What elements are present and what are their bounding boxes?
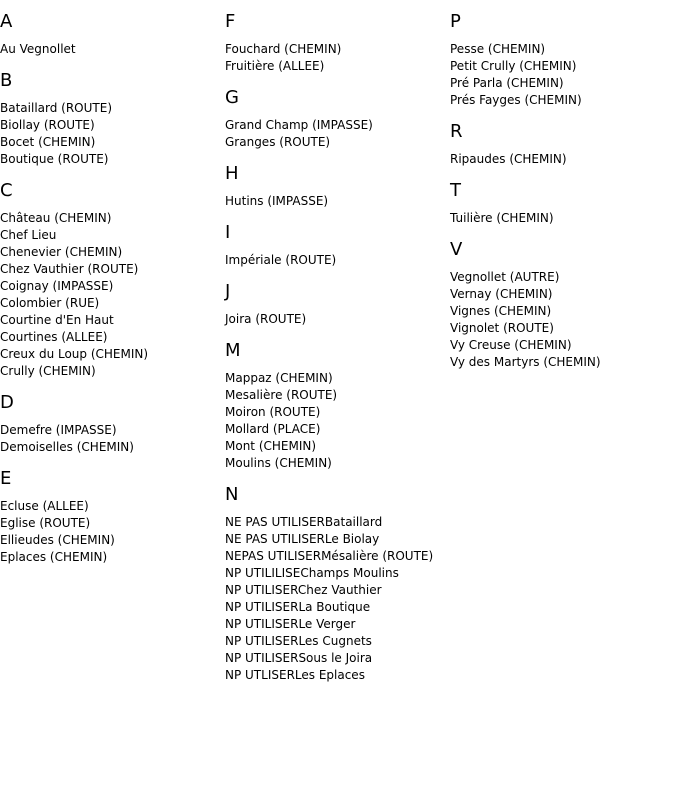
letter-heading: J — [225, 281, 231, 302]
column-2 — [225, 0, 450, 684]
letter-group-a — [0, 11, 225, 58]
street-name: Moiron (ROUTE) — [225, 405, 321, 419]
column-1 — [0, 0, 225, 566]
street-list — [225, 252, 450, 269]
street-name: Granges (ROUTE) — [225, 135, 331, 149]
street-name: Pré Parla (CHEMIN) — [450, 76, 564, 90]
street-name: Ecluse (ALLEE) — [0, 499, 89, 513]
street-name: Fouchard (CHEMIN) — [225, 42, 342, 56]
letter-group-e — [0, 468, 225, 566]
letter-heading: D — [0, 392, 14, 413]
street-name: Chez Vauthier (ROUTE) — [0, 262, 139, 276]
letter-heading: C — [0, 180, 13, 201]
street-name: Courtine d'En Haut — [0, 313, 114, 327]
street-name: Bataillard (ROUTE) — [0, 101, 112, 115]
letter-group-c — [0, 180, 225, 380]
letter-group-h — [225, 163, 450, 210]
letter-heading: G — [225, 87, 239, 108]
street-name: Au Vegnollet — [0, 42, 76, 56]
street-name: Mont (CHEMIN) — [225, 439, 317, 453]
street-name: NP UTILISERLa Boutique — [225, 600, 371, 614]
street-name: Demoiselles (CHEMIN) — [0, 440, 134, 454]
letter-group-j — [225, 281, 450, 328]
street-name: Petit Crully (CHEMIN) — [450, 59, 577, 73]
street-name: NP UTILISERChez Vauthier — [225, 583, 382, 597]
street-name: Chef Lieu — [0, 228, 57, 242]
street-list — [0, 498, 225, 566]
street-list — [0, 422, 225, 456]
letter-heading: E — [0, 468, 12, 489]
street-name: Vignes (CHEMIN) — [450, 304, 552, 318]
letter-heading: F — [225, 11, 236, 32]
street-list — [225, 514, 450, 684]
street-name: Impériale (ROUTE) — [225, 253, 337, 267]
letter-heading: A — [0, 11, 13, 32]
street-list — [0, 100, 225, 168]
street-name: NP UTLISERLes Eplaces — [225, 668, 365, 682]
street-list — [225, 311, 450, 328]
street-name: Vegnollet (AUTRE) — [450, 270, 560, 284]
letter-group-p — [450, 11, 675, 109]
street-name: Courtines (ALLEE) — [0, 330, 108, 344]
letter-group-t — [450, 180, 675, 227]
street-name: NP UTILISERLe Verger — [225, 617, 356, 631]
street-name: Vy des Martyrs (CHEMIN) — [450, 355, 601, 369]
street-name: Crully (CHEMIN) — [0, 364, 96, 378]
street-name: Château (CHEMIN) — [0, 211, 112, 225]
street-name: Ellieudes (CHEMIN) — [0, 533, 115, 547]
letter-group-g — [225, 87, 450, 151]
street-name: Vernay (CHEMIN) — [450, 287, 553, 301]
street-name: Vignolet (ROUTE) — [450, 321, 554, 335]
street-list — [225, 117, 450, 151]
letter-heading: M — [225, 340, 241, 361]
street-list — [0, 210, 225, 380]
column-3 — [450, 0, 675, 371]
street-list — [450, 151, 675, 168]
street-name: Boutique (ROUTE) — [0, 152, 109, 166]
letter-heading: V — [450, 239, 463, 260]
letter-heading: B — [0, 70, 13, 91]
letter-heading: H — [225, 163, 239, 184]
street-name: Hutins (IMPASSE) — [225, 194, 329, 208]
street-name: Mollard (PLACE) — [225, 422, 321, 436]
letter-group-m — [225, 340, 450, 472]
street-list — [0, 41, 225, 58]
street-name: Pesse (CHEMIN) — [450, 42, 546, 56]
letter-group-i — [225, 222, 450, 269]
street-name: Fruitière (ALLEE) — [225, 59, 325, 73]
street-list — [225, 370, 450, 472]
letter-heading: P — [450, 11, 461, 32]
street-list — [450, 41, 675, 109]
street-name: Biollay (ROUTE) — [0, 118, 95, 132]
street-name: NP UTILISERLes Cugnets — [225, 634, 372, 648]
street-name: Coignay (IMPASSE) — [0, 279, 114, 293]
street-name: Bocet (CHEMIN) — [0, 135, 96, 149]
street-name: NEPAS UTILISERMésalière (ROUTE) — [225, 549, 434, 563]
street-name: Prés Fayges (CHEMIN) — [450, 93, 582, 107]
letter-heading: R — [450, 121, 463, 142]
street-name: Moulins (CHEMIN) — [225, 456, 332, 470]
street-name: Creux du Loup (CHEMIN) — [0, 347, 149, 361]
letter-heading: N — [225, 484, 239, 505]
letter-heading: I — [225, 222, 231, 243]
street-name: Mappaz (CHEMIN) — [225, 371, 333, 385]
street-list — [450, 210, 675, 227]
letter-group-b — [0, 70, 225, 168]
street-name: NE PAS UTILISERLe Biolay — [225, 532, 380, 546]
street-name: NE PAS UTILISERBataillard — [225, 515, 383, 529]
street-name: NP UTILILISEChamps Moulins — [225, 566, 399, 580]
street-name: Joira (ROUTE) — [225, 312, 307, 326]
street-list — [450, 269, 675, 371]
street-name: Mesalière (ROUTE) — [225, 388, 338, 402]
street-name: NP UTILISERSous le Joira — [225, 651, 373, 665]
letter-group-v — [450, 239, 675, 371]
street-name: Eglise (ROUTE) — [0, 516, 91, 530]
street-name: Eplaces (CHEMIN) — [0, 550, 108, 564]
letter-group-r — [450, 121, 675, 168]
street-list — [225, 41, 450, 75]
street-name: Vy Creuse (CHEMIN) — [450, 338, 572, 352]
street-name: Chenevier (CHEMIN) — [0, 245, 123, 259]
street-name: Tuilière (CHEMIN) — [450, 211, 554, 225]
letter-group-f — [225, 11, 450, 75]
street-name: Colombier (RUE) — [0, 296, 100, 310]
street-name: Grand Champ (IMPASSE) — [225, 118, 373, 132]
street-list — [225, 193, 450, 210]
letter-group-n — [225, 484, 450, 684]
letter-group-d — [0, 392, 225, 456]
street-name: Demefre (IMPASSE) — [0, 423, 117, 437]
letter-heading: T — [450, 180, 461, 201]
street-name: Ripaudes (CHEMIN) — [450, 152, 567, 166]
